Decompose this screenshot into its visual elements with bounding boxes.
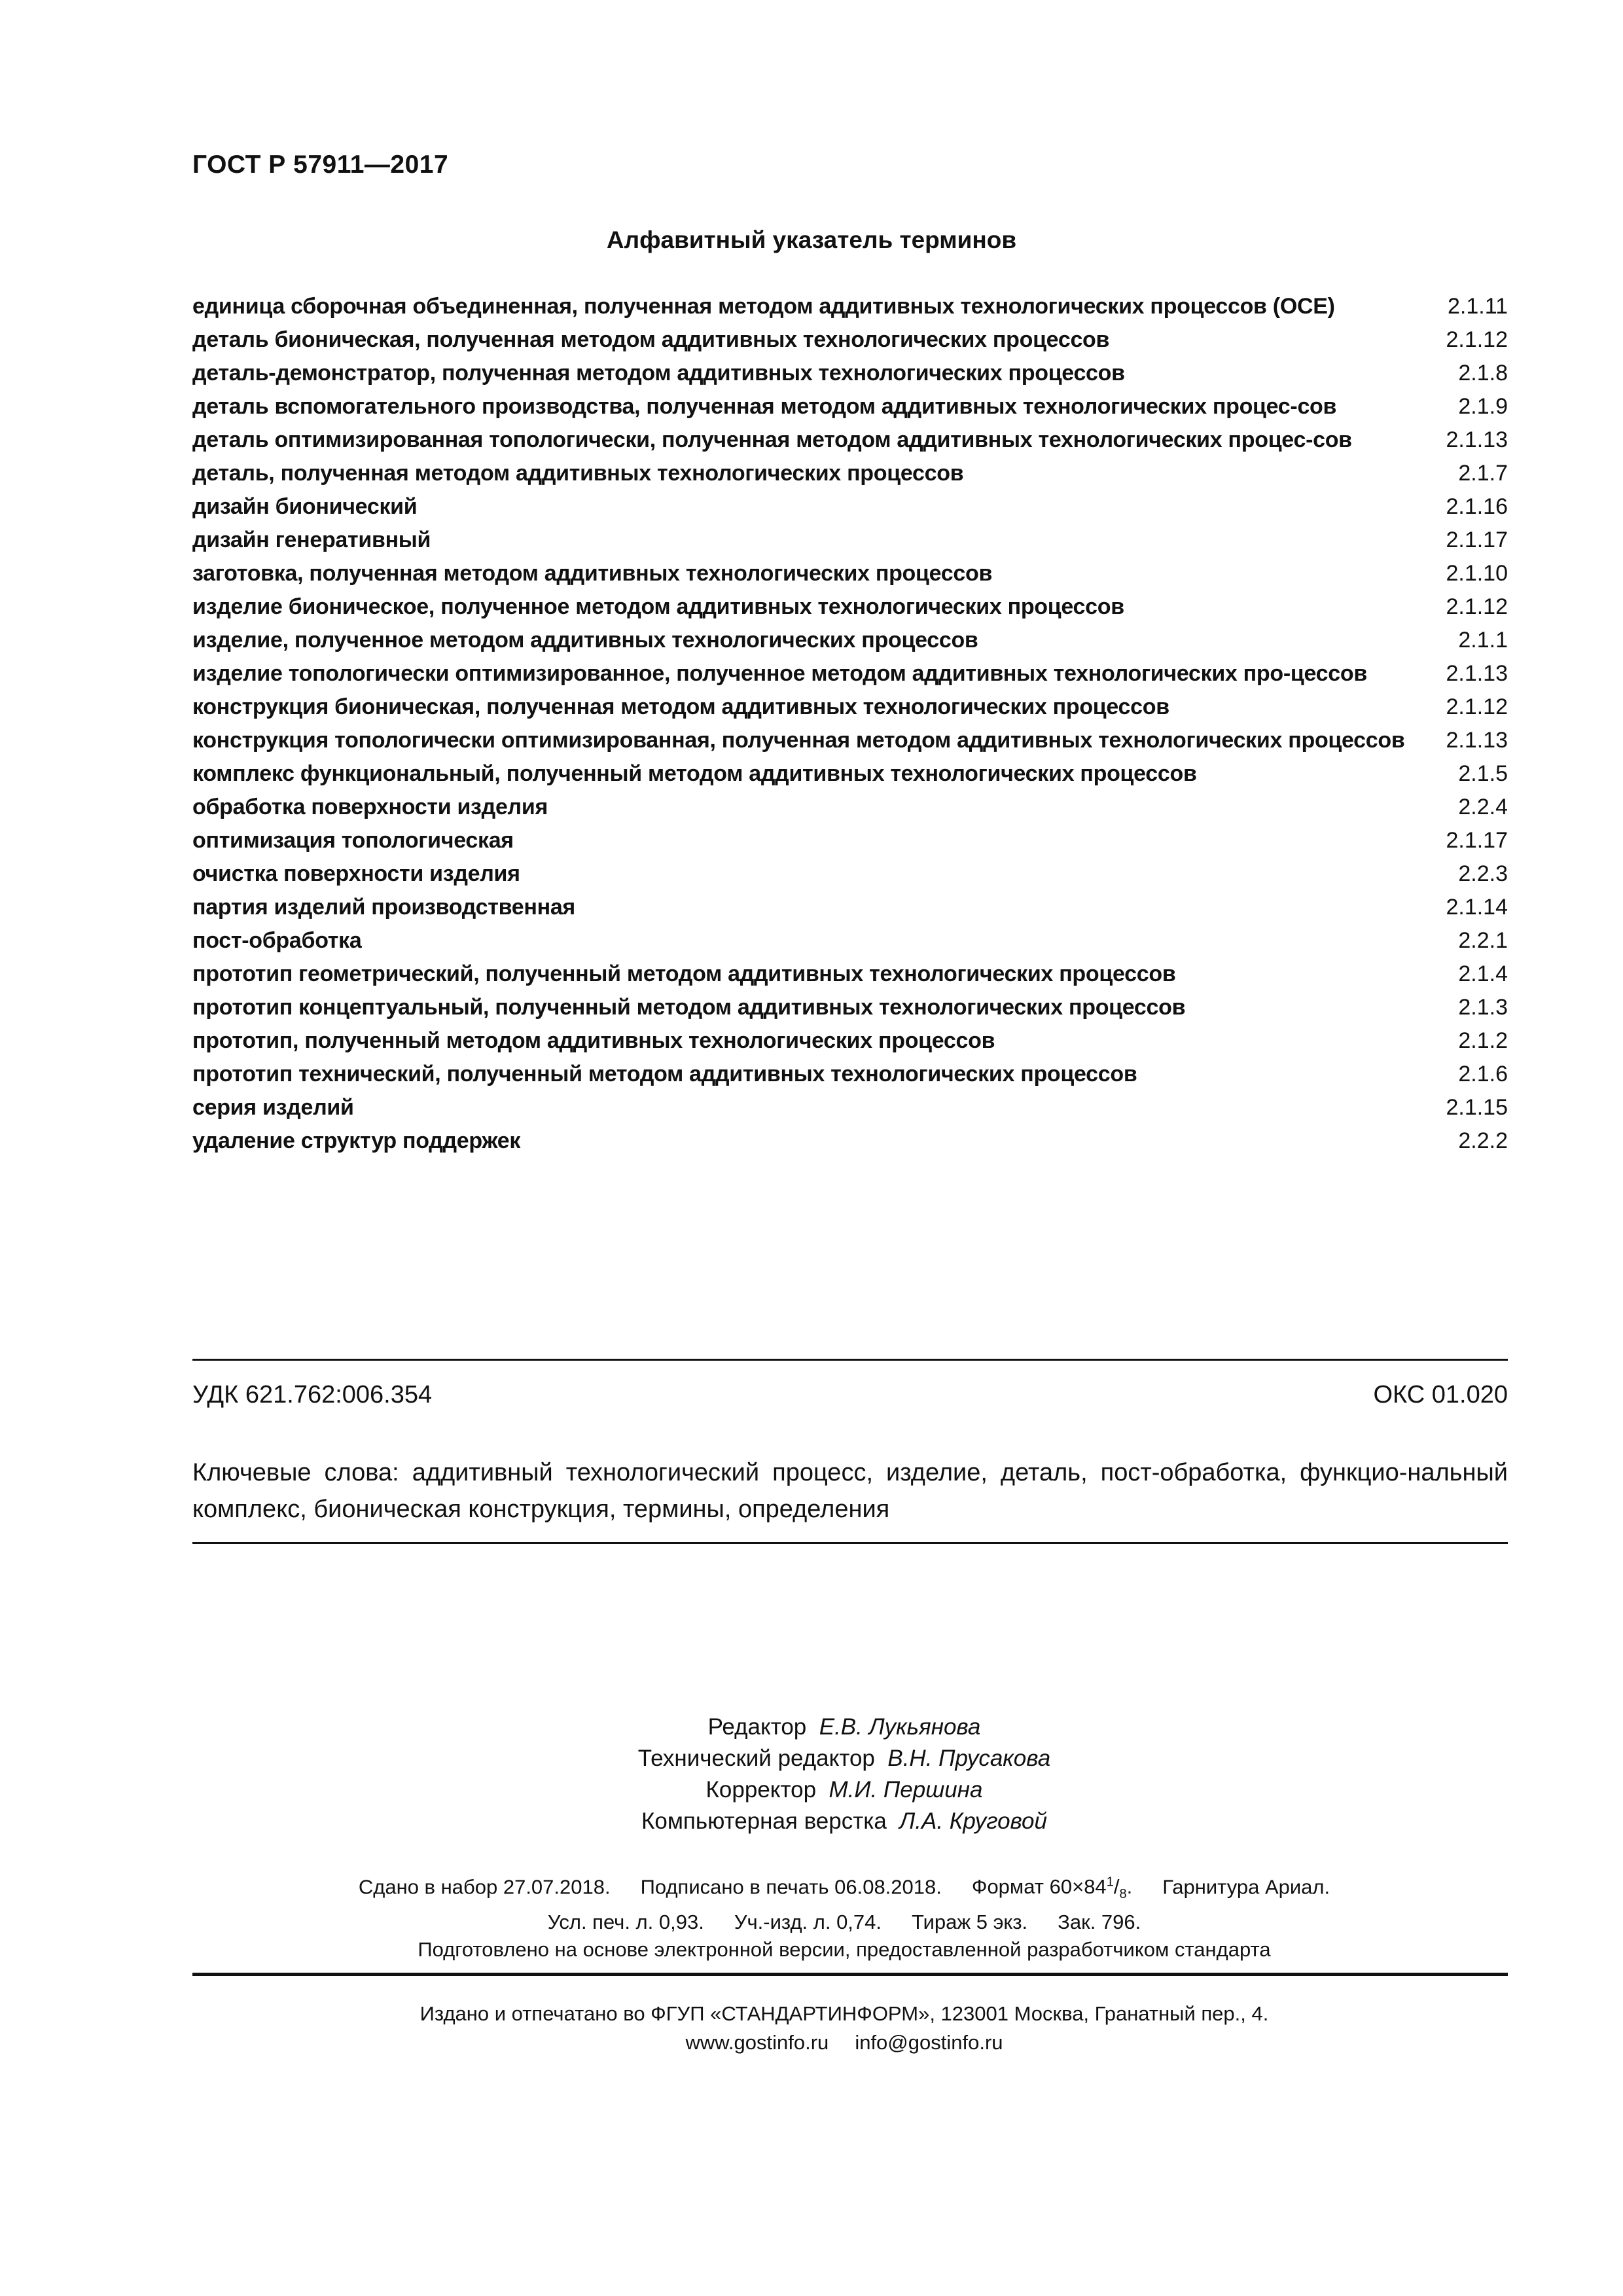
index-entry [192,925,1508,959]
classification-row [192,1381,1508,1409]
index-ref: 2.1.6 [1458,1062,1508,1086]
index-term: изделие топологически оптимизированное, полученное методом аддитивных технологических про-цессов [192,661,1367,686]
index-title: Алфавитный указатель терминов [606,226,1017,253]
index-term: оптимизация топологическая [192,828,514,853]
index-ref: 2.1.9 [1458,394,1508,419]
index-term: конструкция топологически оптимизированная, полученная методом аддитивных технологических процессов [192,728,1405,753]
imprint-signed: Подписано в печать 06.08.2018. [640,1875,942,1899]
index-term: дизайн бионический [192,494,418,519]
index-ref: 2.1.5 [1458,761,1508,786]
divider-bottom [192,1973,1508,1976]
index-term: заготовка, полученная методом аддитивных технологических процессов [192,561,993,586]
index-entry [192,692,1508,725]
index-ref: 2.1.10 [1446,561,1508,586]
index-entry [192,325,1508,358]
imprint-line-1 [0,1869,1623,1909]
credit-editor [0,1712,1623,1743]
credit-corrector [0,1774,1623,1806]
index-term: деталь бионическая, полученная методом аддитивных технологических процессов [192,327,1110,352]
credit-tech-editor [0,1743,1623,1774]
index-entry [192,658,1508,692]
imprint-typeface: Гарнитура Ариал. [1162,1875,1330,1899]
publisher-website-link[interactable]: www.gostinfo.ru [685,2031,829,2054]
index-term: очистка поверхности изделия [192,861,520,886]
index-entry [192,558,1508,592]
publisher-line: Издано и отпечатано во ФГУП «СТАНДАРТИНФОРМ», 123001 Москва, Гранатный пер., 4. [419,2002,1269,2025]
credit-role: Компьютерная верстка [641,1808,887,1834]
term-index-list [192,291,1508,1159]
index-term: обработка поверхности изделия [192,795,548,819]
index-ref: 2.1.12 [1446,327,1508,352]
index-ref: 2.1.12 [1446,694,1508,719]
index-entry [192,625,1508,658]
index-ref: 2.1.17 [1446,528,1508,552]
index-term: прототип концептуальный, полученный методом аддитивных технологических процессов [192,995,1186,1020]
index-ref: 2.2.1 [1458,928,1508,953]
imprint-line-2 [0,1909,1623,1936]
credit-name: Л.А. Круговой [899,1808,1047,1834]
credit-name: М.И. Першина [829,1777,983,1803]
imprint-prepared: Подготовлено на основе электронной версии, предоставленной разработчиком стандарта [418,1937,1271,1961]
index-term: удаление структур поддержек [192,1128,521,1153]
index-ref: 2.1.3 [1458,995,1508,1020]
index-entry [192,759,1508,792]
index-term: изделие бионическое, полученное методом аддитивных технологических процессов [192,594,1124,619]
index-ref: 2.1.1 [1458,628,1508,653]
imprint-print-sheets: Усл. печ. л. 0,93. [547,1910,704,1933]
index-ref: 2.1.7 [1458,461,1508,486]
index-term: прототип технический, полученный методом аддитивных технологических процессов [192,1062,1137,1086]
index-ref: 2.1.2 [1458,1028,1508,1053]
imprint-pub-sheets: Уч.-изд. л. 0,74. [734,1910,882,1933]
index-entry [192,859,1508,892]
index-term: прототип, полученный методом аддитивных технологических процессов [192,1028,995,1053]
index-ref: 2.1.11 [1447,294,1508,319]
keywords: Ключевые слова: аддитивный технологический процесс, изделие, деталь, пост-обработка, функцио-нальный комплекс, бионическая конструкция, термины, определения [192,1459,1508,1523]
index-ref: 2.1.14 [1446,895,1508,920]
divider-keywords [192,1542,1508,1544]
index-entry [192,525,1508,558]
index-entry [192,959,1508,992]
index-entry [192,825,1508,859]
index-term: деталь, полученная методом аддитивных технологических процессов [192,461,964,486]
index-entry [192,425,1508,458]
publisher [0,2000,1623,2057]
credit-role: Корректор [705,1777,817,1803]
index-entry [192,1092,1508,1126]
credit-role: Редактор [707,1714,807,1740]
index-entry [192,1126,1508,1159]
index-term: комплекс функциональный, полученный методом аддитивных технологических процессов [192,761,1197,786]
index-ref: 2.2.2 [1458,1128,1508,1153]
index-ref: 2.1.13 [1446,728,1508,753]
index-term: серия изделий [192,1095,354,1120]
imprint [0,1869,1623,1964]
credit-role: Технический редактор [637,1746,875,1771]
index-term: пост-обработка [192,928,362,953]
index-term: партия изделий производственная [192,895,575,920]
index-ref: 2.1.12 [1446,594,1508,619]
index-entry [192,592,1508,625]
index-entry [192,291,1508,325]
index-entry [192,391,1508,425]
index-term: изделие, полученное методом аддитивных технологических процессов [192,628,978,653]
divider-top [192,1359,1508,1361]
index-ref: 2.1.13 [1446,661,1508,686]
index-term: деталь оптимизированная топологически, полученная методом аддитивных технологических процес-сов [192,427,1352,452]
imprint-order: Зак. 796. [1058,1910,1141,1933]
index-term: деталь вспомогательного производства, полученная методом аддитивных технологических процес-сов [192,394,1337,419]
credit-name: В.Н. Прусакова [887,1746,1051,1771]
index-entry [192,492,1508,525]
credits [0,1712,1623,1837]
index-entry [192,992,1508,1026]
imprint-submitted: Сдано в набор 27.07.2018. [358,1875,611,1899]
index-entry [192,892,1508,925]
index-entry [192,1026,1508,1059]
index-entry [192,725,1508,759]
index-entry [192,1059,1508,1092]
index-ref: 2.2.4 [1458,795,1508,819]
document-code: ГОСТ Р 57911—2017 [192,151,449,179]
index-entry [192,358,1508,391]
credit-name: Е.В. Лукьянова [819,1714,981,1740]
index-term: конструкция бионическая, полученная методом аддитивных технологических процессов [192,694,1169,719]
index-ref: 2.2.3 [1458,861,1508,886]
index-ref: 2.1.13 [1446,427,1508,452]
index-ref: 2.1.16 [1446,494,1508,519]
credit-layout [0,1806,1623,1837]
index-term: единица сборочная объединенная, полученная методом аддитивных технологических процессов (ОСЕ) [192,294,1335,319]
oks-code: ОКС 01.020 [1373,1381,1508,1408]
publisher-contacts [0,2028,1623,2057]
publisher-email-link[interactable]: info@gostinfo.ru [855,2031,1003,2054]
index-term: дизайн генеративный [192,528,431,552]
index-entry [192,458,1508,492]
index-term: деталь-демонстратор, полученная методом аддитивных технологических процессов [192,361,1125,386]
index-ref: 2.1.15 [1446,1095,1508,1120]
imprint-format: Формат $60\times 84^1/_8$. [971,1875,1133,1902]
index-ref: 2.1.8 [1458,361,1508,386]
imprint-copies: Тираж 5 экз. [912,1910,1028,1933]
index-ref: 2.1.17 [1446,828,1508,853]
index-ref: 2.1.4 [1458,961,1508,986]
udk-code: УДК 621.762:006.354 [192,1381,433,1408]
index-entry [192,792,1508,825]
index-term: прототип геометрический, полученный методом аддитивных технологических процессов [192,961,1176,986]
